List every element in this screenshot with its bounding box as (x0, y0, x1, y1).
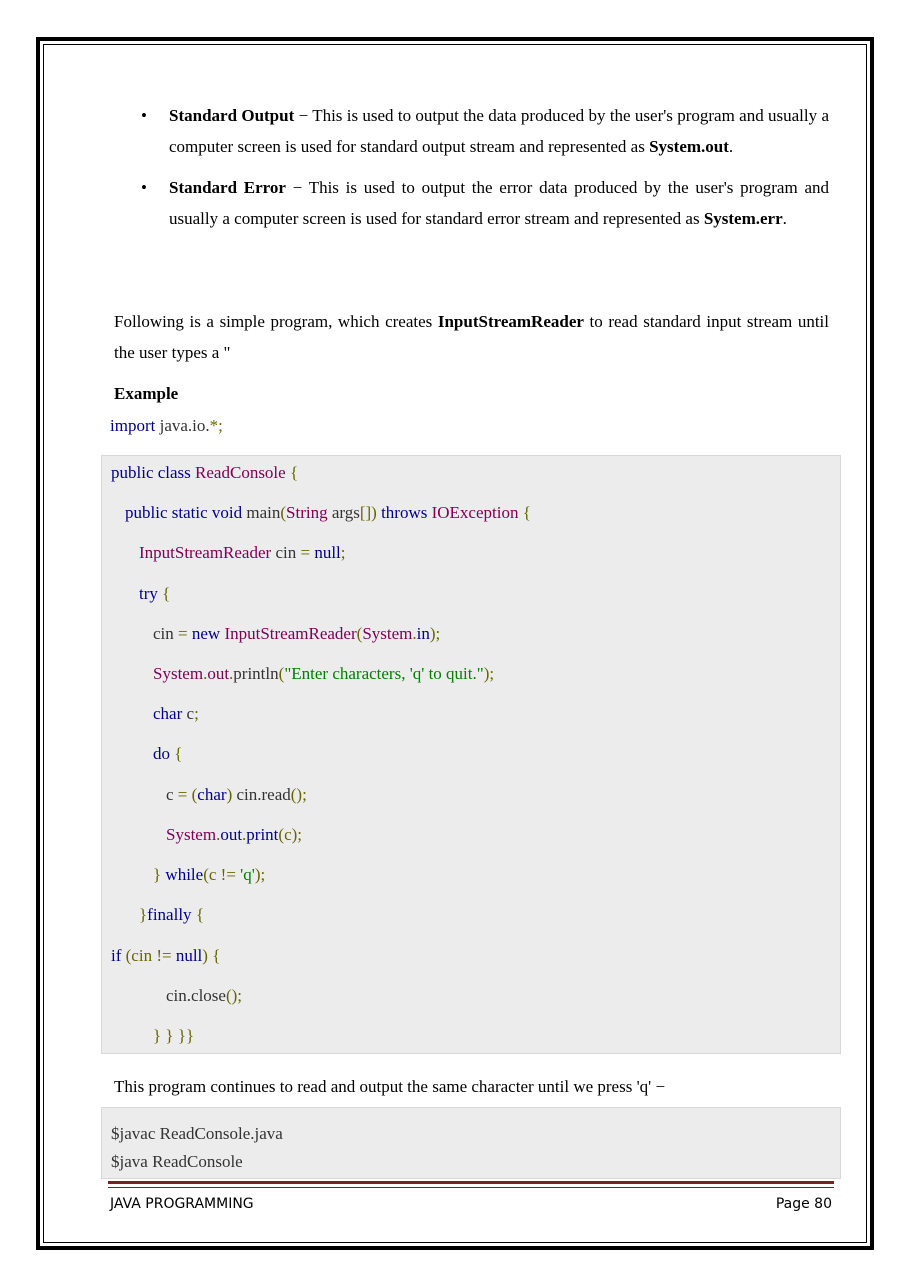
code-keyword: out (220, 825, 243, 844)
example-heading: Example (114, 384, 179, 403)
code-type: ReadConsole (195, 463, 286, 482)
code-keyword: finally (147, 905, 192, 924)
intro-bold: InputStreamReader (437, 312, 584, 331)
code-punct: []) (359, 503, 382, 522)
code-keyword: in (416, 624, 430, 643)
code-line (166, 784, 307, 806)
code-punct: ); (429, 624, 441, 643)
code-plain: c (182, 704, 195, 723)
intro-text-end: to read standard input stream until the user types a " (114, 312, 830, 362)
code-keyword: do (153, 744, 170, 763)
shell-line: $javac ReadConsole.java (111, 1124, 283, 1143)
footer-rule (108, 1181, 834, 1184)
footer-title: JAVA PROGRAMMING (110, 1196, 254, 1212)
code-plain: cin.read (236, 785, 291, 804)
code-block (101, 455, 841, 1054)
bullet-end: . (728, 137, 734, 156)
code-punct: } (139, 905, 148, 924)
code-keyword: throws (381, 503, 432, 522)
code-line (125, 502, 531, 524)
code-string: "Enter characters, 'q' to quit." (284, 664, 484, 683)
code-punct: { (191, 905, 204, 924)
code-type: InputStreamReader (224, 624, 357, 643)
code-punct: . (216, 825, 221, 844)
code-punct: { (285, 463, 299, 482)
code-keyword: null (175, 946, 203, 965)
code-plain: cin.close (166, 986, 226, 1005)
code-plain: cin (153, 624, 179, 643)
bullet-standard-error (114, 172, 829, 234)
code-plain: args (327, 503, 360, 522)
code-punct: . (229, 664, 234, 683)
code-type: String (286, 503, 328, 522)
code-punct: (c); (278, 825, 302, 844)
code-keyword: null (314, 543, 341, 562)
bullet-dot-icon: • (141, 106, 147, 125)
code-punct: = ( (177, 785, 198, 804)
bullet-list (114, 100, 829, 244)
code-line (166, 985, 242, 1007)
code-line (153, 743, 182, 765)
code-punct: { (157, 584, 171, 603)
bullet-dot-icon: • (141, 178, 147, 197)
code-punct: (); (225, 986, 242, 1005)
shell-line: $java ReadConsole (111, 1152, 243, 1171)
code-type: System (153, 664, 204, 683)
page-number: Page 80 (775, 1196, 832, 1212)
footer-rule-thin (108, 1187, 834, 1188)
code-line (111, 462, 298, 484)
code-punct: { (170, 744, 183, 763)
code-punct: = (300, 543, 315, 562)
code-punct: ( (356, 624, 363, 643)
code-line (111, 945, 220, 967)
code-punct: . (242, 825, 247, 844)
code-punct: ; (340, 543, 346, 562)
code-line (139, 904, 204, 926)
code-keyword: char (153, 704, 183, 723)
code-type: InputStreamReader (139, 543, 272, 562)
bullet-text: − This is used to output the data produced by the user's program and usually a computer screen is used for standard output stream and represented as (169, 106, 829, 156)
import-line (110, 412, 223, 440)
code-punct: (c != (203, 865, 241, 884)
code-line (139, 542, 346, 564)
bullet-end: . (782, 209, 787, 228)
code-type: System (362, 624, 413, 643)
code-keyword: import (110, 416, 156, 435)
bullet-lead: Standard Error (169, 178, 286, 197)
code-keyword: public class (111, 463, 196, 482)
bullet-text: − This is used to output the error data produced by the user's program and usually a computer screen is used for standard error stream and represented as (169, 178, 829, 228)
bullet-standard-output (114, 100, 829, 162)
code-type: out (207, 664, 230, 683)
code-line (153, 1025, 194, 1047)
code-punct: } } }} (153, 1026, 195, 1045)
bullet-term: System.err (703, 209, 783, 228)
code-punct: { (518, 503, 531, 522)
code-punct: = (178, 624, 192, 643)
code-line (153, 703, 199, 725)
code-punct: * (209, 416, 219, 435)
code-line (166, 824, 302, 846)
code-punct: . (203, 664, 208, 683)
code-punct: (cin (121, 946, 157, 965)
code-type: System (166, 825, 217, 844)
code-punct: ( (278, 664, 285, 683)
code-plain: println (233, 664, 279, 683)
intro-text: Following is a simple program, which creates (114, 312, 438, 331)
code-type: IOException (431, 503, 519, 522)
code-plain: c (166, 785, 178, 804)
bullet-lead: Standard Output (169, 106, 295, 125)
code-punct: ( (280, 503, 287, 522)
code-punct: ) (226, 785, 237, 804)
code-plain: main (246, 503, 281, 522)
code-punct: (); (290, 785, 307, 804)
code-keyword: new (191, 624, 225, 643)
code-keyword: try (139, 584, 158, 603)
code-line (139, 583, 170, 605)
code-keyword: char (197, 785, 227, 804)
code-punct: . (412, 624, 417, 643)
code-string: 'q' (240, 865, 255, 884)
code-plain: cin (271, 543, 301, 562)
code-punct: ) { (202, 946, 221, 965)
code-keyword: while (165, 865, 204, 884)
code-line (153, 623, 440, 645)
code-punct: ; (218, 416, 223, 435)
shell-block (101, 1107, 841, 1179)
code-punct: != (156, 946, 176, 965)
code-plain: java.io. (155, 416, 210, 435)
code-line (153, 864, 265, 886)
intro-paragraph (114, 306, 829, 368)
code-line (153, 663, 494, 685)
code-keyword: public static void (125, 503, 247, 522)
code-punct: } (153, 865, 166, 884)
code-punct: ); (483, 664, 495, 683)
after-code-text: This program continues to read and output the same character until we press 'q' − (114, 1077, 666, 1096)
code-keyword: if (111, 946, 122, 965)
code-keyword: print (246, 825, 279, 844)
code-punct: ; (194, 704, 199, 723)
code-punct: ); (254, 865, 266, 884)
bullet-term: System.out (649, 137, 729, 156)
